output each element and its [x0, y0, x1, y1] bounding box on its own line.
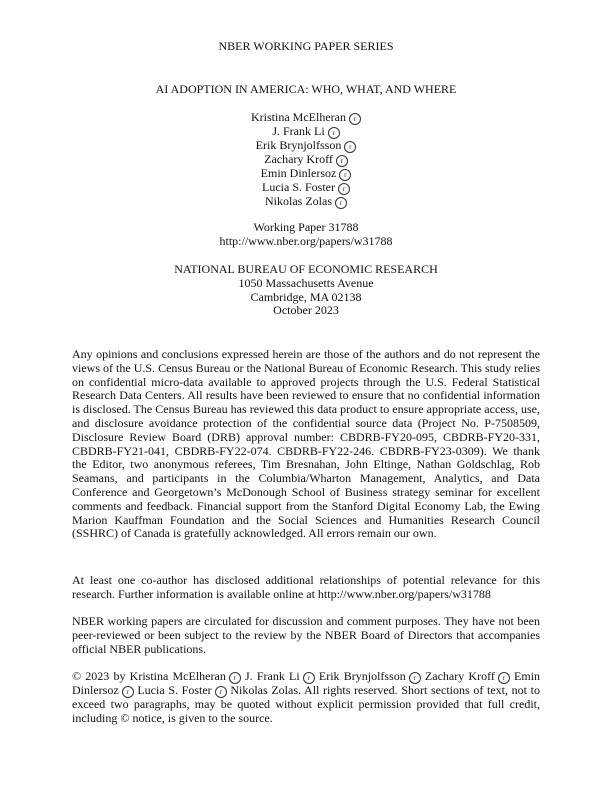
random-order-icon: r — [344, 141, 356, 153]
author: Emin Dinlersoz r — [0, 167, 612, 181]
copyright-paragraph: © 2023 by Kristina McElheran r J. Frank Li r Erik Brynjolfsson r Zachary Kroff r Emin Dinlersoz r Lucia S. Foster r Nikolas Zolas. All rights reserved. Short sections of text, not to exceed two paragraphs, may be quoted without explicit permission provided that full credit, including © notice, is given to the source. — [72, 669, 541, 725]
working-paper-number: Working Paper 31788 — [253, 220, 359, 234]
publisher-name: NATIONAL BUREAU OF ECONOMIC RESEARCH — [174, 262, 438, 276]
publication-date: October 2023 — [273, 303, 339, 318]
author: Zachary Kroff r — [0, 153, 612, 167]
author: Erik Brynjolfsson r — [0, 139, 612, 153]
author-list — [0, 111, 612, 209]
random-order-icon: r — [409, 672, 421, 684]
series-label: NBER WORKING PAPER SERIES — [218, 39, 394, 53]
random-order-icon: r — [498, 672, 510, 684]
publisher-address-line2: Cambridge, MA 02138 — [250, 289, 362, 304]
random-order-icon: r — [229, 672, 241, 684]
random-order-icon: r — [336, 155, 348, 167]
random-order-icon: r — [335, 197, 347, 209]
random-order-icon: r — [215, 686, 227, 698]
random-order-icon: r — [338, 183, 350, 195]
author: J. Frank Li r — [0, 125, 612, 139]
disclaimer-paragraph: Any opinions and conclusions expressed herein are those of the authors and do not represent the views of the U.S. Census Bureau or the National Bureau of Economic Research. This study relies on confidential micro-data available to approved projects through the U.S. Federal Statistical Research Data Centers. All results have been reviewed to ensure that no confidential information is disclosed. The Census Bureau has reviewed this data product to ensure appropriate access, use, and disclosure avoidance protection of the confidential source data (Project No. P-7508509, Disclosure Review Board (DRB) approval number: CBDRB-FY20-095, CBDRB-FY20-331, CBDRB-FY21-041, CBDRB-FY22-074. CBDRB-FY22-246. CBDRB-FY23-0309). We thank the Editor, two anonymous referees, Tim Bresnahan, John Eltinge, Nathan Goldschlag, Rob Seamans, and participants in the Columbia/Wharton Management, Analytics, and Data Conference and Georgetown’s McDonough School of Business strategy seminar for excellent comments and feedback. Financial support from the Stanford Digital Economy Lab, the Ewing Marion Kauffman Foundation and the Social Sciences and Humanities Research Council (SSHRC) of Canada is gratefully acknowledged. All errors remain our own. — [72, 347, 540, 541]
random-order-icon: r — [328, 127, 340, 139]
working-paper-url[interactable]: http://www.nber.org/papers/w31788 — [219, 233, 393, 248]
random-order-icon: r — [349, 113, 361, 125]
working-paper-info — [0, 221, 612, 249]
random-order-icon: r — [303, 672, 315, 684]
author: Kristina McElheran r — [0, 111, 612, 125]
circulation-paragraph: NBER working papers are circulated for discussion and comment purposes. They have not been peer-reviewed or been subject to the review by the NBER Board of Directors that accompanies official NBER publications. — [72, 614, 540, 656]
paper-title: AI ADOPTION IN AMERICA: WHO, WHAT, AND WHERE — [155, 82, 457, 96]
random-order-icon: r — [339, 169, 351, 181]
publisher-address-line1: 1050 Massachusetts Avenue — [238, 275, 374, 290]
author: Nikolas Zolas r — [0, 195, 612, 209]
author: Lucia S. Foster r — [0, 181, 612, 195]
random-order-icon: r — [122, 686, 134, 698]
publisher-block — [0, 263, 612, 318]
disclosure-paragraph: At least one co-author has disclosed additional relationships of potential relevance for this research. Further information is available online at http://www.nber.org/papers/w31788 — [72, 573, 540, 601]
